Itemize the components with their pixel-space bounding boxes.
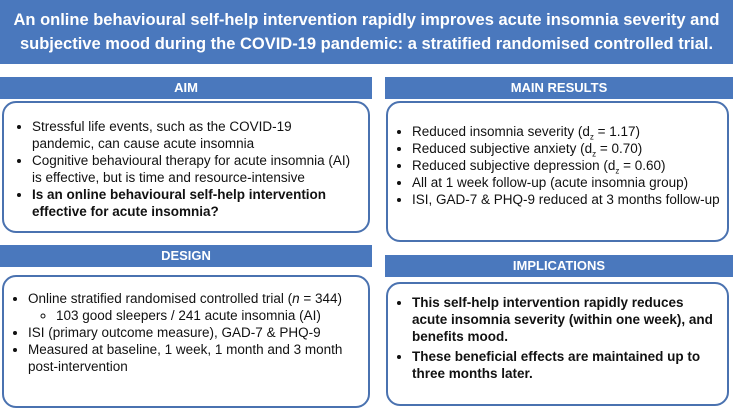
implication-item-1 — [412, 294, 719, 345]
result-item-3 — [412, 157, 723, 174]
implication-1-text: This self-help intervention rapidly reduces acute insomnia severity (within one week), and benefits mood. — [412, 295, 713, 344]
result-1-text: Reduced insomnia severity (d — [412, 124, 590, 139]
aim-item-3 — [32, 186, 356, 220]
result-item-1 — [412, 123, 723, 140]
implication-2-text: These beneficial effects are maintained up to three months later. — [412, 349, 701, 381]
design-item-2: • ISI (primary outcome measure), GAD-7 & PHQ-9 — [28, 324, 356, 341]
design-sub-list — [28, 307, 356, 324]
design-item-1-pre: Online stratified randomised controlled trial ( — [28, 291, 293, 306]
result-item-2 — [412, 140, 723, 157]
dz-subscript-1: z — [589, 132, 594, 142]
aim-list — [14, 118, 356, 220]
result-2-value: = 0.70) — [596, 141, 643, 156]
implications-header: IMPLICATIONS — [385, 255, 733, 277]
design-item-1-post: = 344) — [299, 291, 343, 306]
implications-list — [394, 294, 719, 382]
implications-box — [386, 282, 729, 406]
results-list — [394, 123, 723, 208]
result-3-value: = 0.60) — [619, 158, 666, 173]
dz-subscript-2: z — [592, 149, 597, 159]
design-item-1 — [28, 290, 356, 324]
title-line-1: An online behavioural self-help intervention rapidly improves acute insomnia severity and — [13, 11, 720, 29]
dz-subscript-3: z — [615, 166, 620, 176]
result-1-value: = 1.17) — [593, 124, 640, 139]
aim-box — [2, 101, 370, 233]
page-title — [0, 0, 733, 64]
aim-item-1: • Stressful life events, such as the COVID-19 pandemic, can cause acute insomnia — [32, 118, 356, 152]
design-sub-item: ◦ 103 good sleepers / 241 acute insomnia (AI) — [56, 307, 356, 324]
result-3-text: Reduced subjective depression (d — [412, 158, 616, 173]
design-list — [10, 290, 356, 375]
aim-item-2: • Cognitive behavioural therapy for acute insomnia (AI) is effective, but is time and resource-intensive — [32, 152, 356, 186]
aim-header: AIM — [0, 77, 372, 99]
result-item-4: • All at 1 week follow-up (acute insomnia group) — [412, 174, 723, 191]
result-item-5: • ISI, GAD-7 & PHQ-9 reduced at 3 months follow-up — [412, 191, 723, 208]
design-n: n — [292, 291, 300, 306]
design-item-3: • Measured at baseline, 1 week, 1 month and 3 month post-intervention — [28, 341, 356, 375]
design-header: DESIGN — [0, 245, 372, 267]
title-line-2: subjective mood during the COVID-19 pandemic: a stratified randomised controlled trial. — [19, 35, 714, 53]
implication-item-2 — [412, 348, 719, 382]
result-2-text: Reduced subjective anxiety (d — [412, 141, 593, 156]
results-header: MAIN RESULTS — [385, 77, 733, 99]
aim-question: Is an online behavioural self-help intervention effective for acute insomnia? — [32, 187, 327, 219]
design-box — [2, 275, 370, 408]
results-box — [386, 101, 729, 242]
